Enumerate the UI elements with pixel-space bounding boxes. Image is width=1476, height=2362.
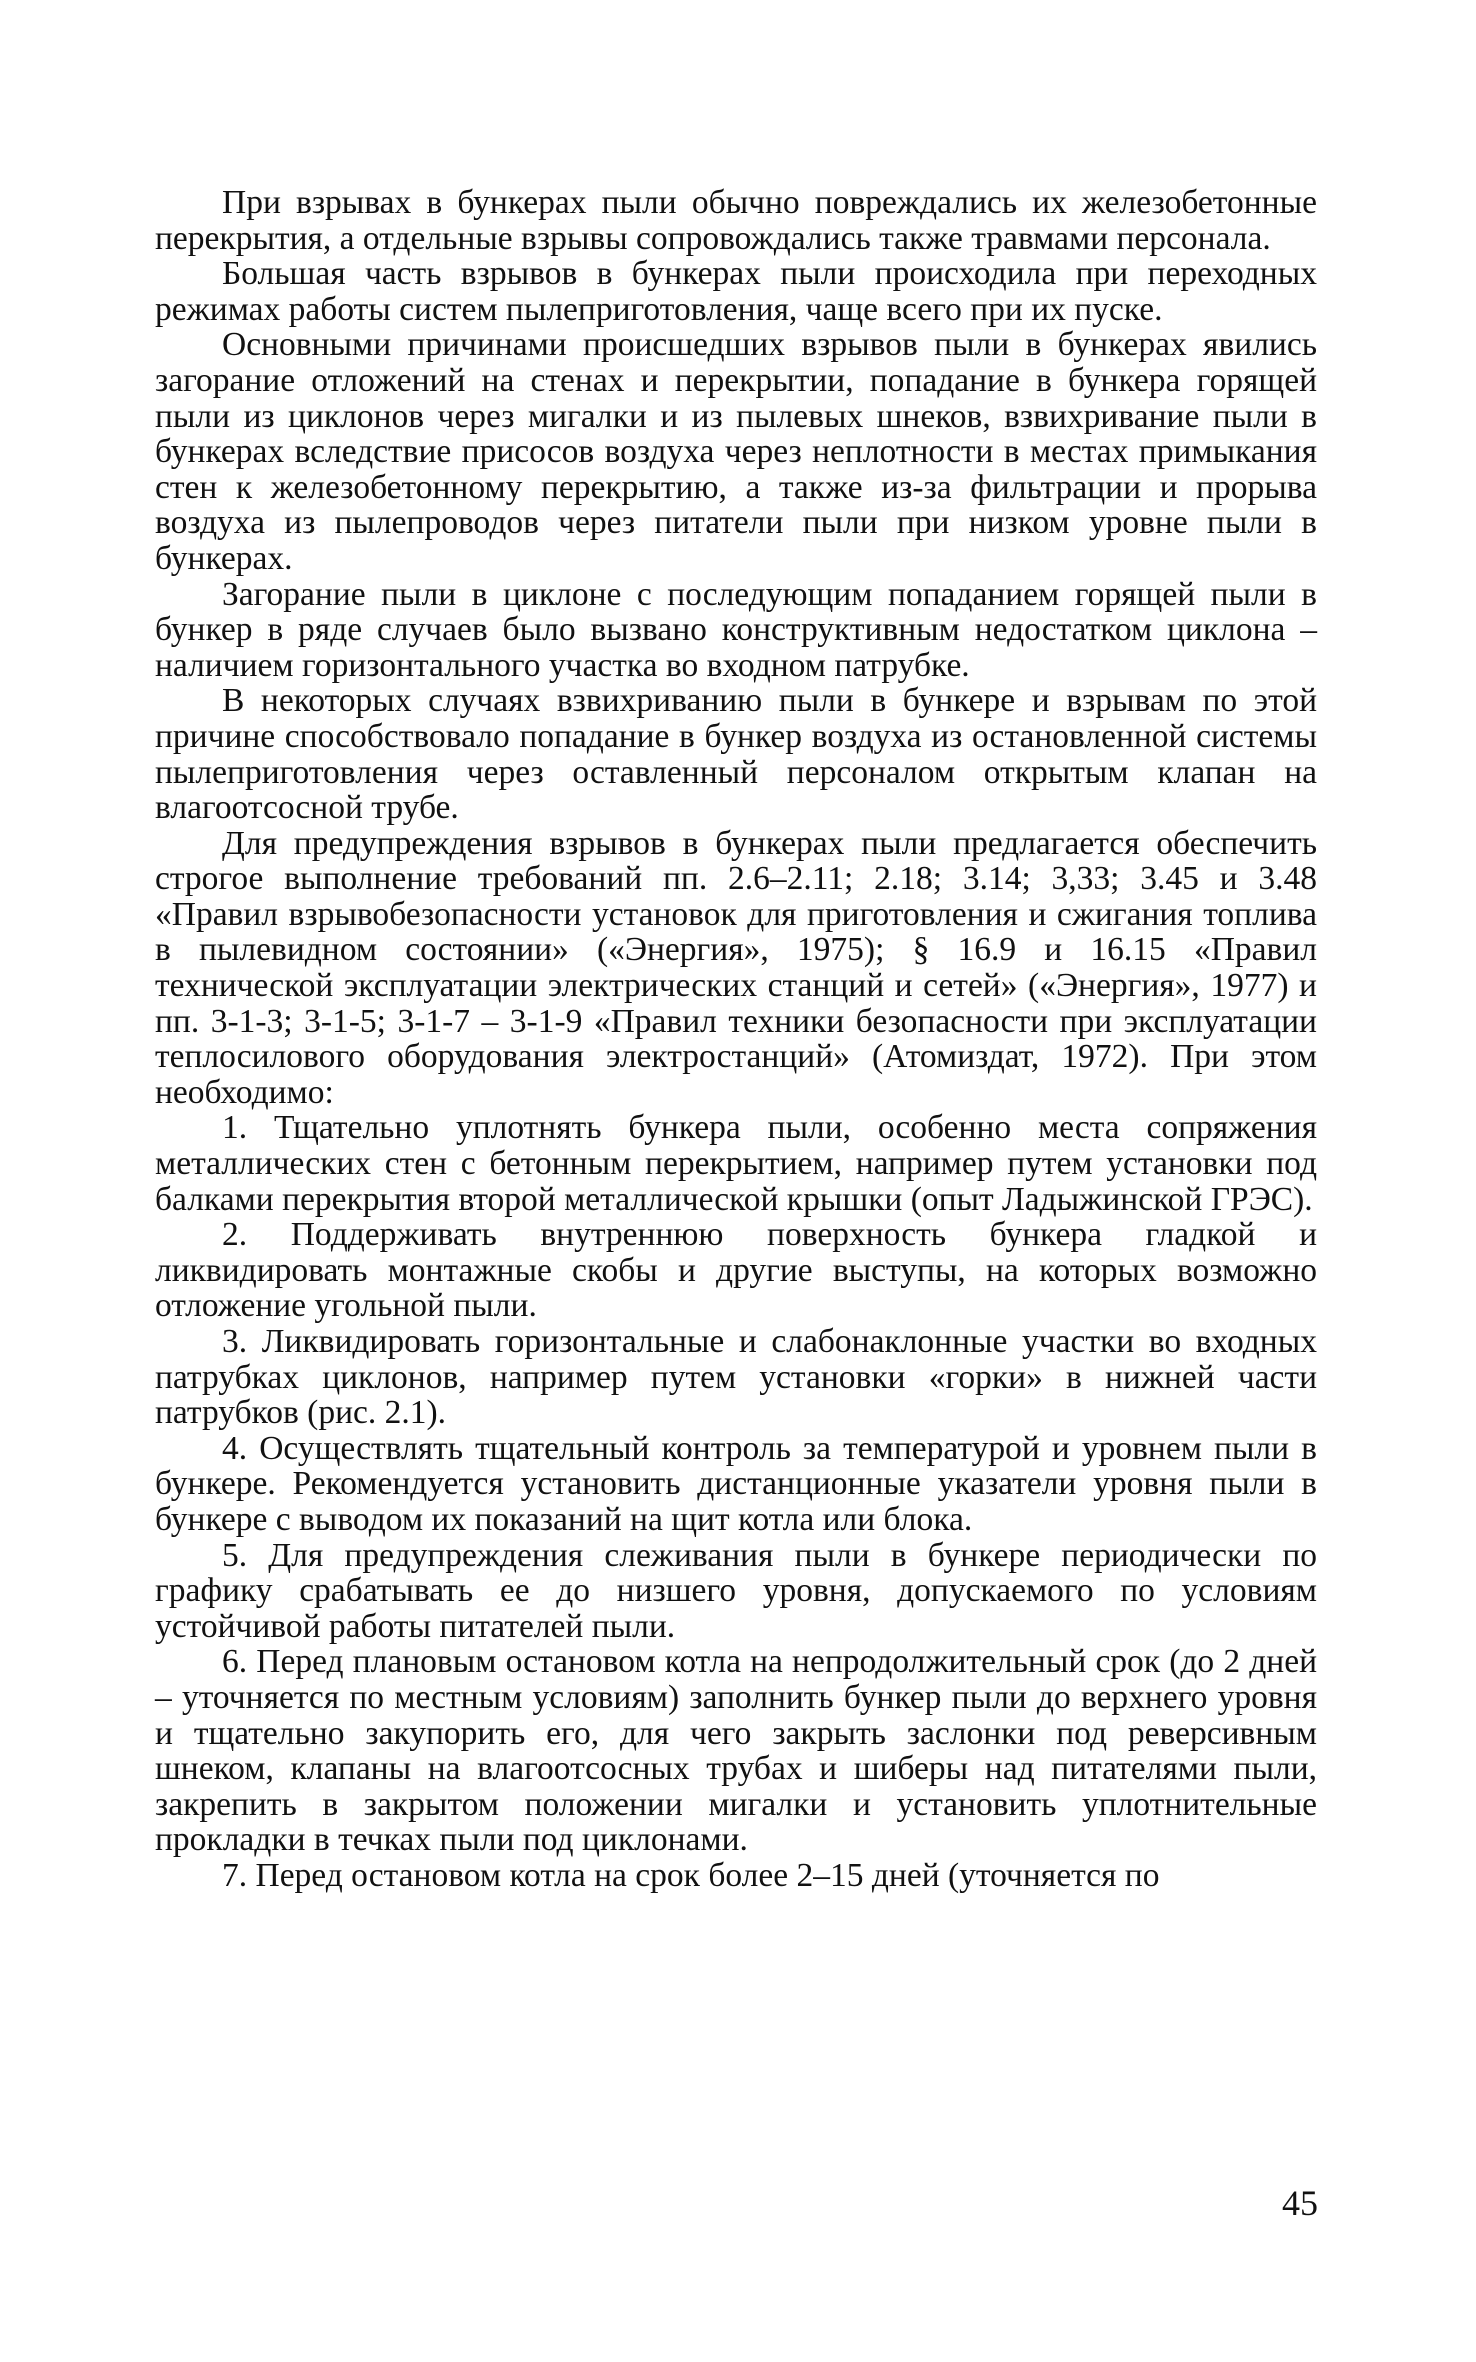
paragraph-6: Для предупреждения взрывов в бункерах пыли предлагается обеспечить строгое выполнение требований пп. 2.6–2.11; 2.18; 3.14; 3,33; 3.45 и 3.48 «Правил взрывобезопасности установок для приготовления и сжигания топлива в пылевидном состоянии» («Энергия», 1975); § 16.9 и 16.15 «Правил технической эксплуатации электрических станций и сетей» («Энергия», 1977) и пп. 3-1-3; 3-1-5; 3-1-7 – 3-1-9 «Правил техники безопасности при эксплуатации теплосилового оборудования электростанций» (Атомиздат, 1972). При этом необходимо: — [155, 824, 1317, 1111]
list-item-4: 4. Осуществлять тщательный контроль за температурой и уровнем пыли в бункере. Рекомендуется установить дистанционные указатели уровня пыли в бункере с выводом их показаний на щит котла или блока. — [155, 1429, 1317, 1538]
paragraph-4: Загорание пыли в циклоне с последующим попаданием горящей пыли в бункер в ряде случаев было вызвано конструктивным недостатком циклона – наличием горизонтального участка во входном патрубке. — [155, 575, 1317, 684]
list-item-7: 7. Перед остановом котла на срок более 2–15 дней (уточняется по — [222, 1856, 1160, 1894]
list-item-1: 1. Тщательно уплотнять бункера пыли, особенно места сопряжения металлических стен с бетонным перекрытием, например путем установки под балками перекрытия второй металлической крышки (опыт Ладыжинской ГРЭС). — [155, 1109, 1317, 1218]
list-item-5: 5. Для предупреждения слеживания пыли в бункере периодически по графику срабатывать ее до низшего уровня, допускаемого по условиям устойчивой работы питателей пыли. — [155, 1536, 1317, 1645]
paragraph-1: При взрывах в бункерах пыли обычно повреждались их железобетонные перекрытия, а отдельные взрывы сопровождались также травмами персонала. — [155, 184, 1317, 257]
page-number: 45 — [1282, 2183, 1318, 2223]
list-item-2: 2. Поддерживать внутреннюю поверхность бункера гладкой и ликвидировать монтажные скобы и другие выступы, на которых возможно отложение угольной пыли. — [155, 1216, 1317, 1325]
list-item-6: 6. Перед плановым остановом котла на непродолжительный срок (до 2 дней – уточняется по местным условиям) заполнить бункер пыли до верхнего уровня и тщательно закупорить его, для чего закрыть заслонки под реверсивным шнеком, клапаны на влагоотсосных трубах и шиберы над питателями пыли, закрепить в закрытом положении мигалки и установить уплотнительные прокладки в течках пыли под циклонами. — [155, 1643, 1317, 1859]
paragraph-2: Большая часть взрывов в бункерах пыли происходила при переходных режимах работы систем пылеприготовления, чаще всего при их пуске. — [155, 255, 1317, 328]
body-text — [155, 185, 1317, 1894]
list-item-3: 3. Ликвидировать горизонтальные и слабонаклонные участки во входных патрубках циклонов, например путем установки «горки» в нижней части патрубков (рис. 2.1). — [155, 1323, 1317, 1432]
paragraph-5: В некоторых случаях взвихриванию пыли в бункере и взрывам по этой причине способствовало попадание в бункер воздуха из остановленной системы пылеприготовления через оставленный персоналом открытым клапан на влагоотсосной трубе. — [155, 682, 1317, 827]
paragraph-3: Основными причинами происшедших взрывов пыли в бункерах явились загорание отложений на стенах и перекрытии, попадание в бункера горящей пыли из циклонов через мигалки и из пылевых шнеков, взвихривание пыли в бункерах вследствие присосов воздуха через неплотности в местах примыкания стен к железобетонному перекрытию, а также из-за фильтрации и прорыва воздуха из пылепроводов через питатели пыли при низком уровне пыли в бункерах. — [155, 326, 1317, 577]
